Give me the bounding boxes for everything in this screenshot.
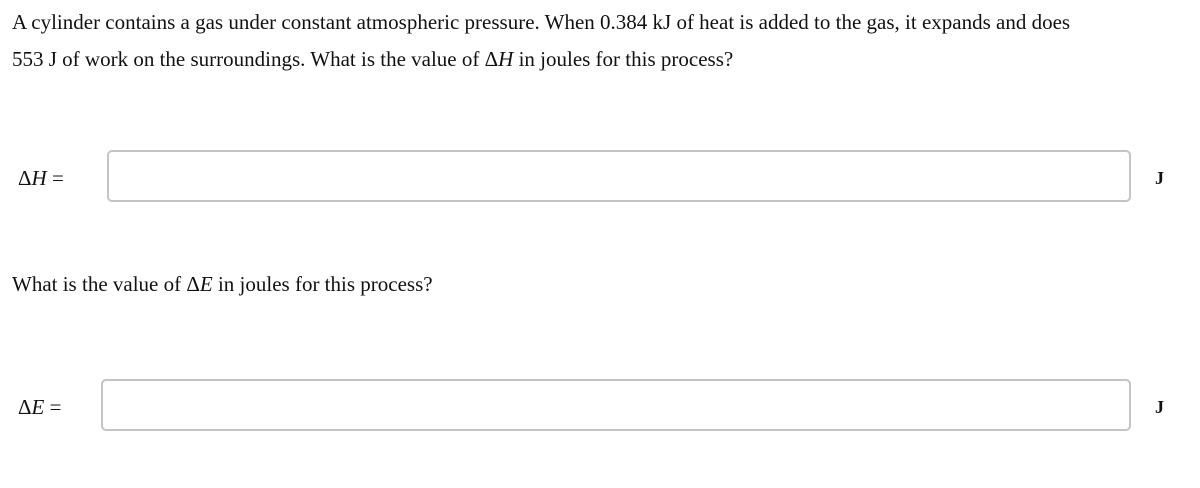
delta-symbol: Δ — [18, 395, 32, 419]
delta-symbol: Δ — [186, 272, 200, 296]
answer-row-delta-e — [0, 379, 1200, 435]
equals-sign: = — [46, 166, 64, 190]
enthalpy-variable: H — [498, 47, 514, 71]
delta-e-unit: J — [1155, 397, 1164, 417]
question-2-text — [12, 266, 433, 302]
delta-symbol: Δ — [484, 47, 499, 71]
energy-variable: E — [199, 272, 213, 296]
answer-row-delta-h — [0, 150, 1200, 206]
question-1-line-1: A cylinder contains a gas under constant atmospheric pressure. When 0.384 kJ of heat is added to the gas, it expands and does — [12, 10, 1071, 34]
question-1-text — [12, 4, 1182, 78]
enthalpy-variable: H — [31, 166, 47, 190]
energy-variable: E — [31, 395, 45, 419]
delta-h-label — [18, 150, 64, 206]
delta-h-unit: J — [1155, 168, 1164, 188]
delta-e-input[interactable] — [101, 379, 1131, 431]
question-1-line-2-pre: 553 J of work on the surroundings. What is the value of — [12, 47, 485, 71]
question-1-line-2-post: in joules for this process? — [513, 47, 734, 71]
delta-symbol: Δ — [18, 166, 32, 190]
equals-sign: = — [44, 395, 62, 419]
delta-e-label — [18, 379, 61, 435]
question-2-pre: What is the value of — [12, 272, 187, 296]
question-2-post: in joules for this process? — [212, 272, 433, 296]
delta-h-input[interactable] — [107, 150, 1131, 202]
